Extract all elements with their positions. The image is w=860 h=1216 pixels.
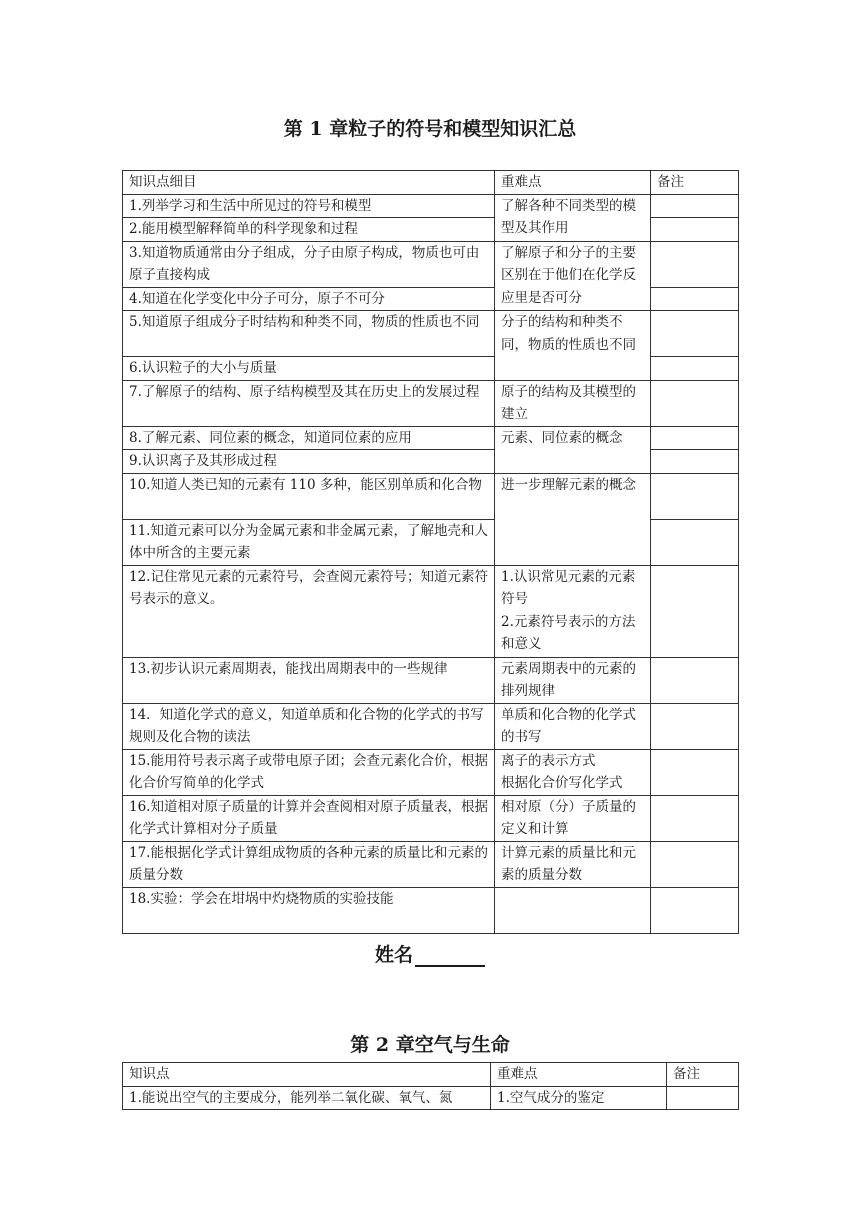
knowledge-point-cell: 18.实验：学会在坩埚中灼烧物质的实验技能: [123, 887, 495, 933]
note-cell: [651, 703, 739, 749]
knowledge-point-cell: 1.列举学习和生活中所见过的符号和模型: [123, 194, 495, 218]
knowledge-point-cell: 8.了解元素、同位素的概念，知道同位素的应用: [123, 426, 495, 450]
knowledge-point-cell: 10.知道人类已知的元素有 110 多种，能区别单质和化合物: [123, 473, 495, 519]
note-cell: [651, 565, 739, 657]
header-note: 备注: [667, 1063, 739, 1087]
knowledge-point-cell: 4.知道在化学变化中分子可分，原子不可分: [123, 287, 495, 311]
header-knowledge-point: 知识点细目: [123, 171, 495, 195]
note-cell: [651, 218, 739, 242]
key-point-cell: 相对原（分）子质量的定义和计算: [495, 795, 651, 841]
name-blank[interactable]: [415, 945, 485, 967]
note-cell: [651, 287, 739, 311]
key-point-cell: 进一步理解元素的概念: [495, 473, 651, 565]
knowledge-point-cell: 11.知道元素可以分为金属元素和非金属元素，了解地壳和人体中所含的主要元素: [123, 519, 495, 565]
note-cell: [651, 519, 739, 565]
note-cell: [651, 380, 739, 426]
key-point-cell: 分子的结构和种类不同，物质的性质也不同: [495, 311, 651, 381]
note-cell: [651, 357, 739, 381]
key-point-line: 根据化合价写化学式: [501, 775, 623, 791]
note-cell: [651, 473, 739, 519]
header-key-point: 重难点: [491, 1063, 667, 1087]
note-cell: [651, 887, 739, 933]
chapter2-title: 第 2 章空气与生命: [350, 1034, 510, 1056]
note-cell: [651, 795, 739, 841]
name-label: 姓名: [374, 944, 413, 966]
key-point-cell: [495, 887, 651, 933]
key-point-line: 离子的表示方式: [501, 752, 596, 769]
key-point-cell: 原子的结构及其模型的建立: [495, 380, 651, 426]
knowledge-point-cell: 12.记住常见元素的元素符号，会查阅元素符号；知道元素符号表示的意义。: [123, 565, 495, 657]
key-point-cell: 了解原子和分子的主要区别在于他们在化学反应里是否可分: [495, 241, 651, 311]
note-cell: [651, 450, 739, 474]
header-key-point: 重难点: [495, 171, 651, 195]
knowledge-point-cell: 14．知道化学式的意义，知道单质和化合物的化学式的书写规则及化合物的读法: [123, 703, 495, 749]
note-cell: [651, 426, 739, 450]
key-point-cell: [495, 565, 651, 657]
chapter1-table: [122, 170, 739, 934]
name-field: [0, 940, 860, 967]
knowledge-point-cell: 15.能用符号表示离子或带电原子团；会查元素化合价，根据化合价写简单的化学式: [123, 749, 495, 795]
note-cell: [651, 749, 739, 795]
knowledge-point-cell: 6.认识粒子的大小与质量: [123, 357, 495, 381]
note-cell: [651, 194, 739, 218]
key-point-cell: 元素、同位素的概念: [495, 426, 651, 473]
key-point-line: 1.认识常见元素的元素符号: [501, 568, 636, 607]
note-cell: [651, 311, 739, 357]
key-point-cell: 单质和化合物的化学式的书写: [495, 703, 651, 749]
chapter2-table: [122, 1062, 739, 1110]
key-point-cell: [495, 749, 651, 795]
key-point-cell: 了解各种不同类型的模型及其作用: [495, 194, 651, 241]
header-knowledge-point: 知识点: [123, 1063, 491, 1087]
header-note: 备注: [651, 171, 739, 195]
knowledge-point-cell: 16.知道相对原子质量的计算并会查阅相对原子质量表，根据化学式计算相对分子质量: [123, 795, 495, 841]
knowledge-point-cell: 17.能根据化学式计算组成物质的各种元素的质量比和元素的质量分数: [123, 841, 495, 887]
chapter1-title: 第 1 章粒子的符号和模型知识汇总: [283, 118, 577, 140]
note-cell: [651, 241, 739, 287]
key-point-line: 2.元素符号表示的方法和意义: [501, 613, 636, 652]
knowledge-point-cell: 1.能说出空气的主要成分，能列举二氧化碳、氧气、氮: [123, 1086, 491, 1110]
knowledge-point-cell: 2.能用模型解释简单的科学现象和过程: [123, 218, 495, 242]
key-point-cell: 计算元素的质量比和元素的质量分数: [495, 841, 651, 887]
key-point-cell: 1.空气成分的鉴定: [491, 1086, 667, 1110]
note-cell: [667, 1086, 739, 1110]
key-point-cell: 元素周期表中的元素的排列规律: [495, 657, 651, 703]
note-cell: [651, 657, 739, 703]
knowledge-point-cell: 9.认识离子及其形成过程: [123, 450, 495, 474]
knowledge-point-cell: 3.知道物质通常由分子组成，分子由原子构成，物质也可由原子直接构成: [123, 241, 495, 287]
knowledge-point-cell: 13.初步认识元素周期表，能找出周期表中的一些规律: [123, 657, 495, 703]
knowledge-point-cell: 7.了解原子的结构、原子结构模型及其在历史上的发展过程: [123, 380, 495, 426]
note-cell: [651, 841, 739, 887]
knowledge-point-cell: 5.知道原子组成分子时结构和种类不同，物质的性质也不同: [123, 311, 495, 357]
